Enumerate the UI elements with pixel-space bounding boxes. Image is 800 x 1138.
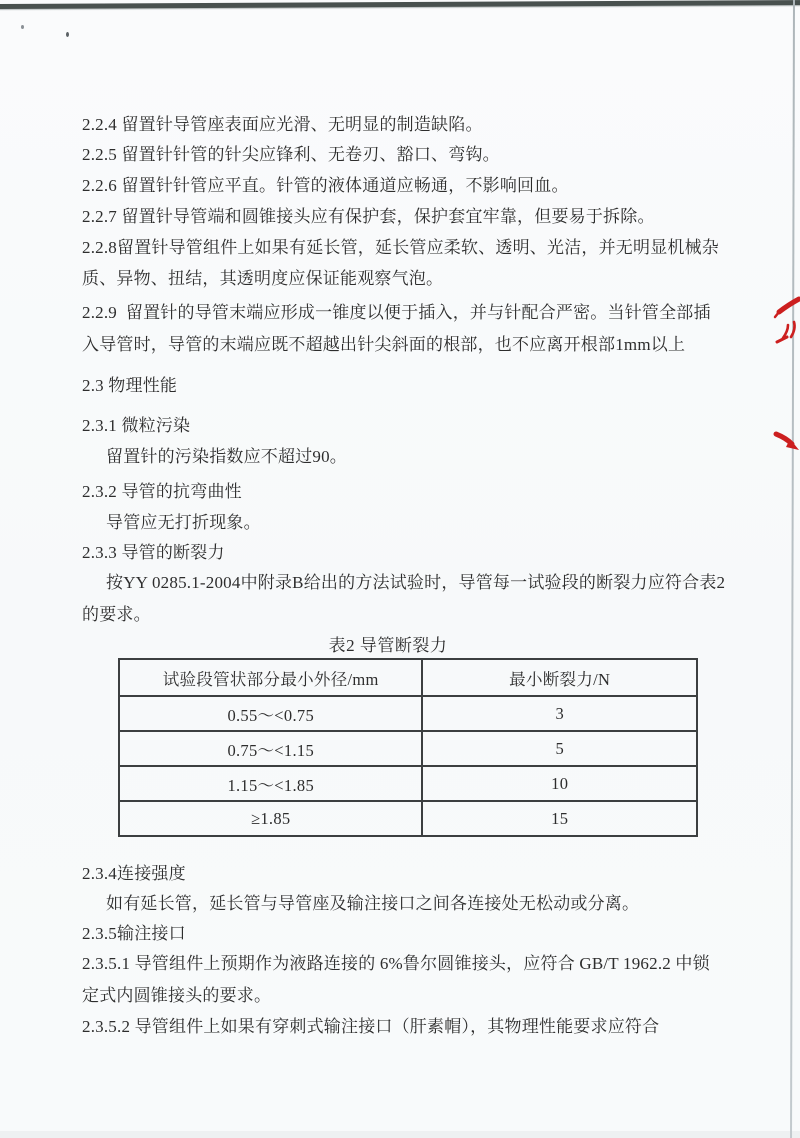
clause-2-2-9-cont: 入导管时，导管的末端应既不超越出针尖斜面的根部，也不应离开根部1mm以上 [82, 335, 686, 354]
table-header-outer-diameter: 试验段管状部分最小外径/mm [119, 659, 422, 696]
scan-speck [21, 25, 24, 29]
table-row [119, 696, 697, 731]
clause-2-2-4: 2.2.4 留置针导管座表面应光滑、无明显的制造缺陷。 [82, 115, 483, 134]
heading-2-3: 2.3 物理性能 [82, 376, 178, 395]
table2-caption: 表2 导管断裂力 [328, 636, 448, 655]
cell-range-1: 0.55～<0.75 [119, 696, 422, 731]
heading-2-3-5: 2.3.5输注接口 [82, 924, 186, 943]
clause-2-3-1-body: 留置针的污染指数应不超过90。 [106, 447, 347, 466]
table-header-min-breaking-force: 最小断裂力/N [422, 659, 697, 696]
red-pen-flick-stroke [779, 299, 799, 312]
cell-range-4: ≥1.85 [119, 801, 422, 836]
clause-2-2-8-cont: 质、异物、扭结，其透明度应保证能观察气泡。 [82, 269, 444, 288]
clause-2-2-6: 2.2.6 留置针针管应平直。针管的液体通道应畅通，不影响回血。 [82, 176, 569, 195]
red-pen-scribble [791, 322, 795, 337]
clause-2-3-2-body: 导管应无打折现象。 [106, 513, 261, 532]
clause-2-2-8: 2.2.8留置针导管组件上如果有延长管，延长管应柔软、透明、光洁，并无明显机械杂 [82, 238, 719, 257]
heading-2-3-1: 2.3.1 微粒污染 [82, 416, 191, 435]
clause-2-3-5-1-cont: 定式内圆锥接头的要求。 [82, 986, 272, 1005]
cell-force-3: 10 [422, 766, 697, 801]
table-row [119, 731, 697, 766]
clause-2-2-9: 2.2.9 留置针的导管末端应形成一锥度以便于插入，并与针配合严密。当针管全部插 [82, 303, 711, 322]
scan-speck [66, 32, 69, 37]
clause-2-2-5: 2.2.5 留置针针管的针尖应锋利、无卷刃、豁口、弯钩。 [82, 145, 500, 164]
cell-force-1: 3 [422, 696, 697, 731]
heading-2-3-2: 2.3.2 导管的抗弯曲性 [82, 482, 242, 501]
clause-2-3-3-body: 按YY 0285.1-2004中附录B给出的方法试验时，导管每一试验段的断裂力应符合表2 [106, 573, 726, 592]
cell-range-3: 1.15～<1.85 [119, 766, 422, 801]
cell-force-4: 15 [422, 801, 697, 836]
red-pen-marks [768, 288, 800, 468]
table-row [119, 801, 697, 836]
clause-2-3-3-body-cont: 的要求。 [82, 605, 151, 624]
clause-2-3-5-1: 2.3.5.1 导管组件上预期作为液路连接的 6%鲁尔圆锥接头，应符合 GB/T 1962.2 中锁 [82, 954, 710, 973]
heading-2-3-4: 2.3.4连接强度 [82, 864, 186, 883]
clause-2-2-7: 2.2.7 留置针导管端和圆锥接头应有保护套，保护套宜牢靠，但要易于拆除。 [82, 207, 655, 226]
page-edge-line [790, 0, 795, 1138]
table-row [119, 766, 697, 801]
clause-2-3-5-2: 2.3.5.2 导管组件上如果有穿刺式输注接口（肝素帽），其物理性能要求应符合 [82, 1017, 660, 1036]
table2-catheter-breaking-force [118, 658, 698, 837]
heading-2-3-3: 2.3.3 导管的断裂力 [82, 543, 225, 562]
cell-range-2: 0.75～<1.15 [119, 731, 422, 766]
scan-top-edge [0, 0, 800, 9]
cell-force-2: 5 [422, 731, 697, 766]
clause-2-3-4-body: 如有延长管，延长管与导管座及输注接口之间各连接处无松动或分离。 [106, 894, 640, 913]
table-header-row [119, 659, 697, 696]
